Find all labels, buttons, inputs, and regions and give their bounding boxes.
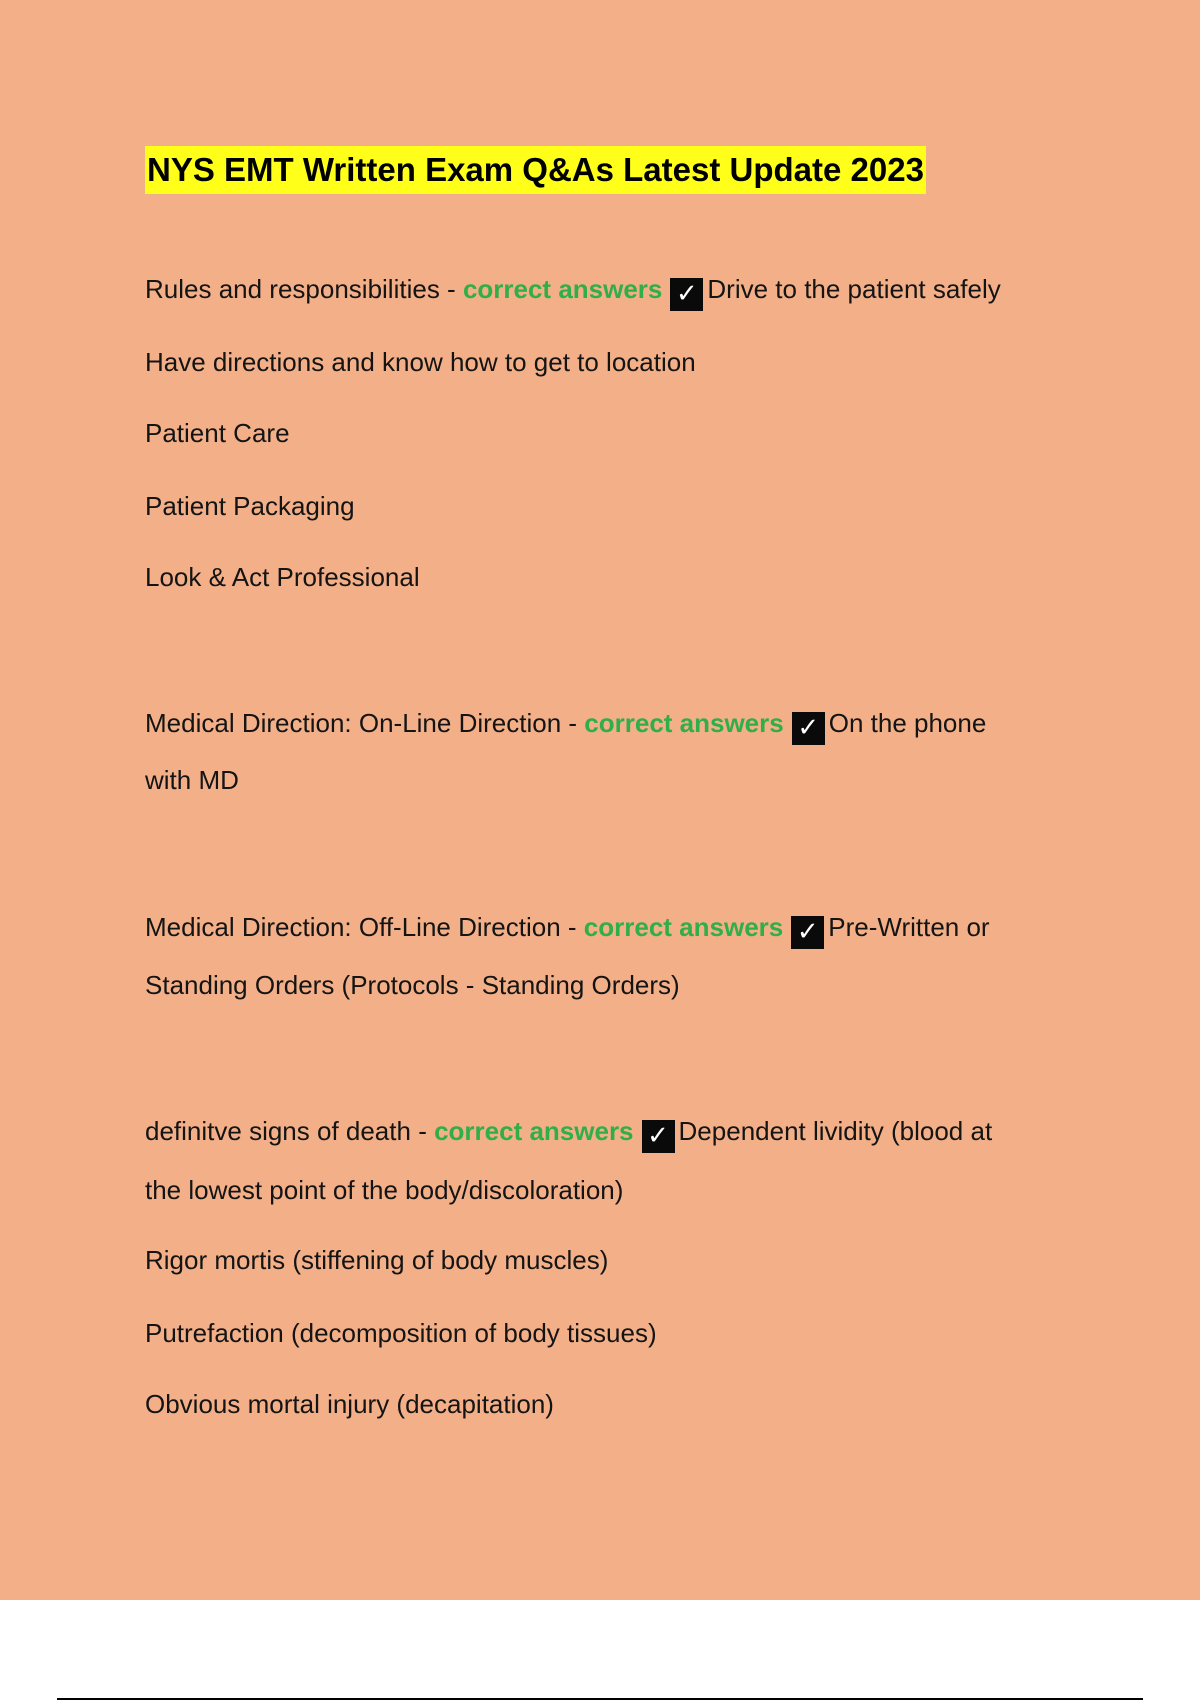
- check-mark-icon: ✓: [791, 916, 824, 949]
- answer-text: Drive to the patient safely: [707, 274, 1001, 304]
- answer-line: Patient Packaging: [145, 491, 355, 521]
- check-mark-icon: ✓: [670, 278, 703, 311]
- answer-line: Standing Orders (Protocols - Standing Orders): [145, 970, 680, 1000]
- qa-question-line: [145, 1114, 992, 1153]
- separator: -: [560, 912, 584, 942]
- answer-line: the lowest point of the body/discoloration): [145, 1175, 624, 1205]
- separator: -: [561, 708, 585, 738]
- correct-answers-label: correct answers: [583, 912, 784, 942]
- answer-line: Rigor mortis (stiffening of body muscles): [145, 1245, 609, 1275]
- question-text: Medical Direction: On-Line Direction: [145, 708, 562, 738]
- answer-text: On the phone: [828, 708, 987, 738]
- answer-line: Have directions and know how to get to location: [145, 347, 696, 377]
- correct-answers-label: correct answers: [584, 708, 784, 738]
- correct-answers-label: correct answers: [462, 274, 663, 304]
- qa-question-line: [145, 272, 1001, 311]
- answer-line: with MD: [145, 765, 239, 795]
- answer-line: Obvious mortal injury (decapitation): [145, 1389, 554, 1419]
- question-text: Rules and responsibilities: [145, 274, 440, 304]
- question-text: definitve signs of death: [145, 1116, 411, 1146]
- qa-question-line: [145, 706, 986, 745]
- answer-line: Putrefaction (decomposition of body tissues): [145, 1318, 657, 1348]
- answer-text: Dependent lividity (blood at: [678, 1116, 993, 1146]
- separator: -: [439, 274, 463, 304]
- separator: -: [410, 1116, 435, 1146]
- answer-line: Look & Act Professional: [145, 562, 420, 592]
- check-mark-icon: ✓: [642, 1120, 675, 1153]
- qa-question-line: [145, 910, 990, 949]
- answer-text: Pre-Written or: [828, 912, 990, 942]
- document-title: NYS EMT Written Exam Q&As Latest Update 2023: [145, 146, 926, 194]
- question-text: Medical Direction: Off-Line Direction: [145, 912, 561, 942]
- answer-line: Patient Care: [145, 418, 290, 448]
- check-mark-icon: ✓: [792, 712, 825, 745]
- correct-answers-label: correct answers: [434, 1116, 634, 1146]
